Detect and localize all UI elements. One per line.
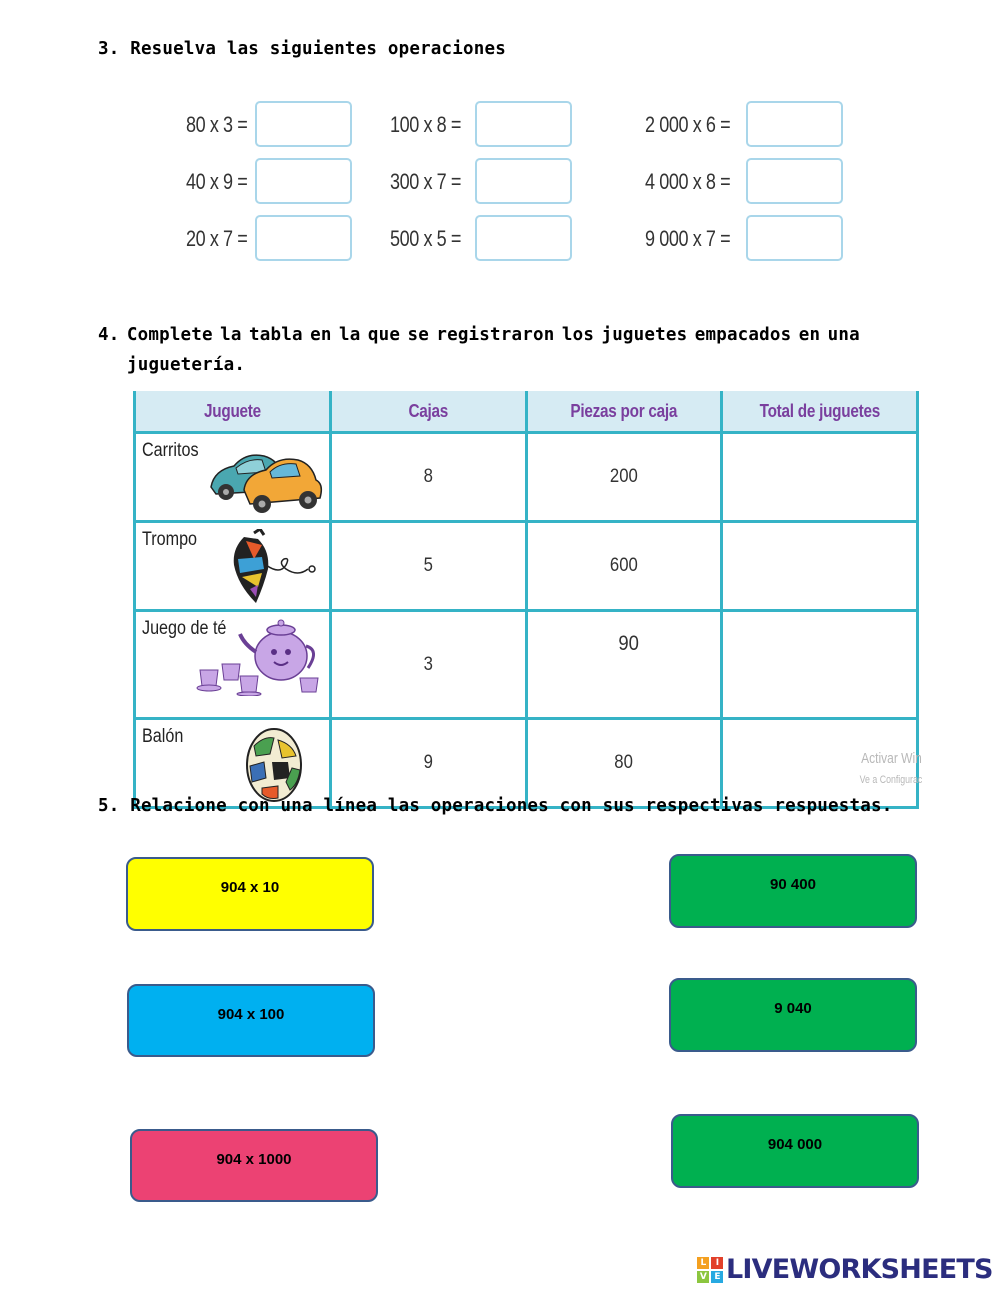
- answer-box[interactable]: [255, 215, 352, 261]
- logo-text: LIVEWORKSHEETS: [726, 1254, 993, 1285]
- logo-letter: L: [697, 1257, 709, 1269]
- answer-text: 904 000: [767, 1136, 823, 1153]
- operation-label: 2 000 x 6 =: [645, 112, 731, 137]
- spinning-top-icon: [224, 529, 324, 607]
- logo-letter: E: [711, 1271, 723, 1283]
- heading-word: empacados: [694, 325, 792, 345]
- heading-line: [98, 320, 860, 350]
- cajas-cell: [330, 611, 526, 719]
- answer-box[interactable]: [475, 101, 572, 147]
- cajas-value: 3: [423, 653, 433, 675]
- answer-box[interactable]: [746, 101, 843, 147]
- column-header-label: Juguete: [203, 400, 261, 421]
- section-5-heading: 5. Relacione con una línea las operaciones con sus respectivas respuestas.: [98, 796, 893, 816]
- heading-word: la: [220, 325, 242, 345]
- answer-box[interactable]: [475, 158, 572, 204]
- heading-word: una: [827, 325, 860, 345]
- total-input-cell[interactable]: [722, 611, 918, 719]
- toy-name: Trompo: [142, 529, 198, 550]
- operation-label: 500 x 5 =: [390, 226, 462, 251]
- answer-box[interactable]: [255, 101, 352, 147]
- toy-name: Juego de té: [142, 618, 227, 639]
- piezas-cell: [526, 433, 722, 522]
- heading-line: juguetería.: [127, 355, 246, 375]
- total-input-cell[interactable]: [722, 433, 918, 522]
- piezas-cell: [526, 611, 722, 719]
- answer-box-904000[interactable]: [671, 1114, 919, 1188]
- operation-label: 40 x 9 =: [186, 169, 248, 194]
- heading-word: Complete: [126, 325, 213, 345]
- operation-label: 300 x 7 =: [390, 169, 462, 194]
- piezas-value: 80: [614, 752, 634, 773]
- answer-box-90400[interactable]: [669, 854, 917, 928]
- table-row: [135, 611, 918, 719]
- table-row: [135, 433, 918, 522]
- answer-box[interactable]: [475, 215, 572, 261]
- activation-watermark-sub: Ve a Configurac: [859, 774, 922, 786]
- piezas-value: 200: [609, 466, 638, 487]
- toys-table: [133, 391, 922, 809]
- answer-box[interactable]: [255, 158, 352, 204]
- toy-name: Balón: [142, 726, 184, 747]
- column-header-label: Piezas por caja: [570, 400, 678, 421]
- answer-box[interactable]: [746, 215, 843, 261]
- operation-box-904x10[interactable]: [126, 857, 374, 931]
- table-row: [135, 522, 918, 611]
- operation-label: 9 000 x 7 =: [645, 226, 731, 251]
- column-header: [330, 391, 526, 433]
- logo-letter: V: [697, 1271, 709, 1283]
- operation-text: 904 x 10: [220, 879, 280, 896]
- liveworksheets-logo[interactable]: [697, 1254, 993, 1285]
- toy-cell: [135, 522, 331, 611]
- cars-icon: [206, 442, 326, 517]
- heading-word: que: [367, 325, 401, 345]
- toy-cell: [135, 433, 331, 522]
- operation-label: 80 x 3 =: [186, 112, 248, 137]
- toy-cell: [135, 611, 331, 719]
- answer-text: 9 040: [774, 1000, 812, 1017]
- column-header-label: Cajas: [408, 400, 448, 421]
- cajas-cell: [330, 522, 526, 611]
- operation-label: 100 x 8 =: [390, 112, 462, 137]
- answer-text: 90 400: [770, 876, 816, 893]
- column-header: [722, 391, 918, 433]
- operation-text: 904 x 100: [217, 1006, 285, 1023]
- operation-box-904x100[interactable]: [127, 984, 375, 1057]
- piezas-value: 600: [609, 555, 638, 576]
- cajas-value: 5: [423, 555, 433, 576]
- heading-word: en: [798, 325, 821, 345]
- toy-name: Carritos: [142, 440, 199, 461]
- tea-set-icon: [196, 616, 328, 696]
- operation-box-904x1000[interactable]: [130, 1129, 378, 1202]
- heading-word: los: [561, 325, 595, 345]
- heading-word: tabla: [249, 325, 303, 345]
- column-header-label: Total de juguetes: [759, 400, 880, 421]
- heading-word: juguetes: [601, 325, 688, 345]
- heading-word: se: [407, 325, 429, 345]
- piezas-cell: [526, 522, 722, 611]
- piezas-value: 90: [618, 632, 640, 655]
- logo-mark-icon: [697, 1257, 723, 1283]
- heading-word: en: [310, 325, 332, 345]
- answer-box[interactable]: [746, 158, 843, 204]
- operation-label: 20 x 7 =: [186, 226, 248, 251]
- total-input-cell[interactable]: [722, 522, 918, 611]
- section-3-heading: 3. Resuelva las siguientes operaciones: [98, 39, 506, 59]
- cajas-value: 9: [423, 752, 433, 773]
- column-header: [526, 391, 722, 433]
- answer-box-9040[interactable]: [669, 978, 917, 1052]
- cajas-cell: [330, 433, 526, 522]
- section-4-heading: [98, 320, 860, 380]
- operation-label: 4 000 x 8 =: [645, 169, 731, 194]
- operation-text: 904 x 1000: [216, 1151, 292, 1168]
- cajas-value: 8: [423, 466, 433, 487]
- heading-word: 4.: [98, 325, 120, 345]
- heading-word: la: [338, 325, 361, 345]
- activation-watermark: Activar Win: [861, 750, 922, 767]
- table-header-row: [135, 391, 918, 433]
- logo-letter: I: [711, 1257, 723, 1269]
- heading-word: registraron: [436, 325, 555, 345]
- column-header: [135, 391, 331, 433]
